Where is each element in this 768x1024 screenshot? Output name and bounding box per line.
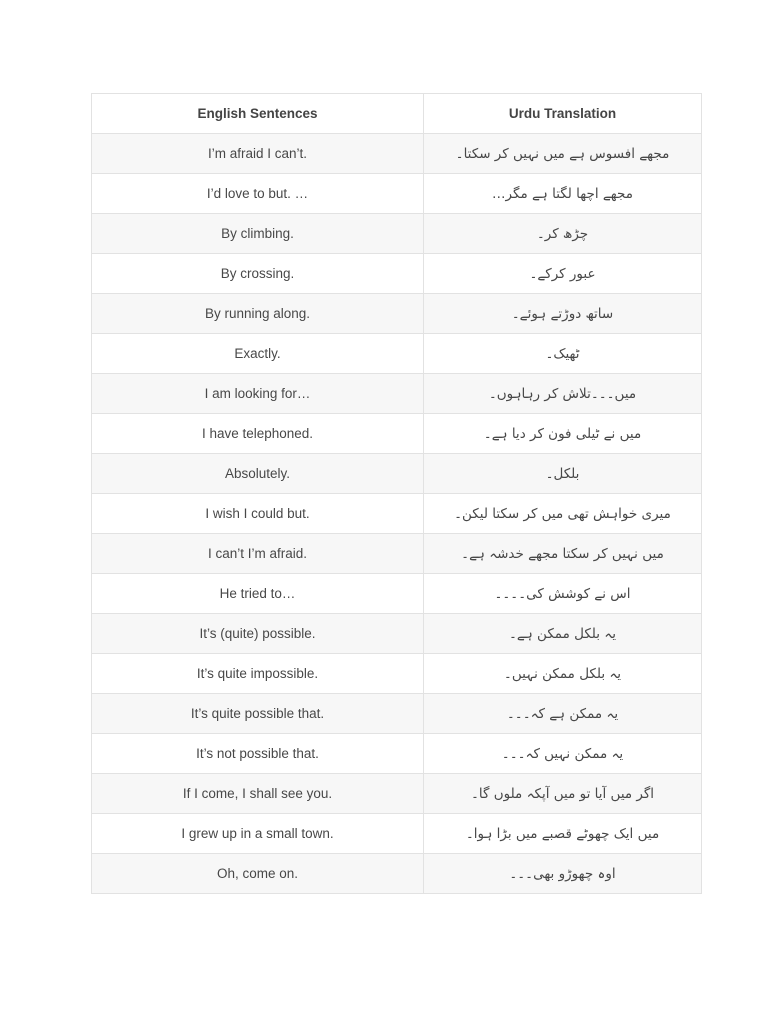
header-english: English Sentences — [92, 94, 424, 134]
urdu-translation: عبور کرکے۔ — [424, 254, 702, 294]
table-row — [92, 174, 702, 214]
english-sentence: I grew up in a small town. — [92, 814, 424, 854]
english-sentence: He tried to… — [92, 574, 424, 614]
english-sentence: I wish I could but. — [92, 494, 424, 534]
english-sentence: By running along. — [92, 294, 424, 334]
urdu-translation: مجھے اچھا لگتا ہے مگر… — [424, 174, 702, 214]
table-row — [92, 734, 702, 774]
urdu-translation: میں نے ٹیلی فون کر دیا ہے۔ — [424, 414, 702, 454]
table-row — [92, 134, 702, 174]
table-row — [92, 414, 702, 454]
english-sentence: By climbing. — [92, 214, 424, 254]
english-sentence: It’s not possible that. — [92, 734, 424, 774]
urdu-translation: میری خواہش تھی میں کر سکتا لیکن۔ — [424, 494, 702, 534]
english-sentence: I am looking for… — [92, 374, 424, 414]
urdu-translation: ٹھیک۔ — [424, 334, 702, 374]
english-sentence: Exactly. — [92, 334, 424, 374]
table-row — [92, 574, 702, 614]
urdu-translation: یہ ممکن نہیں کہ۔۔۔ — [424, 734, 702, 774]
urdu-translation: مجھے افسوس ہے میں نہیں کر سکتا۔ — [424, 134, 702, 174]
english-sentence: It’s quite possible that. — [92, 694, 424, 734]
table-row — [92, 534, 702, 574]
table-row — [92, 294, 702, 334]
urdu-translation: یہ بلکل ممکن ہے۔ — [424, 614, 702, 654]
urdu-translation: یہ ممکن ہے کہ۔۔۔ — [424, 694, 702, 734]
english-sentence: I’m afraid I can’t. — [92, 134, 424, 174]
table-row — [92, 254, 702, 294]
urdu-translation: اس نے کوشش کی۔۔۔۔ — [424, 574, 702, 614]
english-sentence: I have telephoned. — [92, 414, 424, 454]
english-sentence: Absolutely. — [92, 454, 424, 494]
table-row — [92, 374, 702, 414]
table-body — [92, 134, 702, 894]
table-row — [92, 774, 702, 814]
table-row — [92, 454, 702, 494]
table-row — [92, 694, 702, 734]
table-header — [92, 94, 702, 134]
english-sentence: It’s quite impossible. — [92, 654, 424, 694]
urdu-translation: میں ایک چھوٹے قصبے میں بڑا ہوا۔ — [424, 814, 702, 854]
table-row — [92, 334, 702, 374]
english-sentence: Oh, come on. — [92, 854, 424, 894]
urdu-translation: میں نہیں کر سکتا مجھے خدشہ ہے۔ — [424, 534, 702, 574]
english-sentence: If I come, I shall see you. — [92, 774, 424, 814]
table-row — [92, 494, 702, 534]
translation-table — [91, 93, 702, 894]
table-row — [92, 814, 702, 854]
urdu-translation: اگر میں آیا تو میں آپکہ ملوں گا۔ — [424, 774, 702, 814]
table-row — [92, 854, 702, 894]
header-urdu: Urdu Translation — [424, 94, 702, 134]
english-sentence: By crossing. — [92, 254, 424, 294]
urdu-translation: اوہ چھوڑو بھی۔۔۔ — [424, 854, 702, 894]
urdu-translation: یہ بلکل ممکن نہیں۔ — [424, 654, 702, 694]
header-row — [92, 94, 702, 134]
table-row — [92, 654, 702, 694]
urdu-translation: بلکل۔ — [424, 454, 702, 494]
english-sentence: I can’t I’m afraid. — [92, 534, 424, 574]
english-sentence: It’s (quite) possible. — [92, 614, 424, 654]
urdu-translation: چڑھ کر۔ — [424, 214, 702, 254]
english-sentence: I’d love to but. … — [92, 174, 424, 214]
table-row — [92, 614, 702, 654]
table-row — [92, 214, 702, 254]
urdu-translation: ساتھ دوڑتے ہوئے۔ — [424, 294, 702, 334]
urdu-translation: میں۔۔۔تلاش کر رہاہوں۔ — [424, 374, 702, 414]
document-page — [91, 93, 701, 894]
